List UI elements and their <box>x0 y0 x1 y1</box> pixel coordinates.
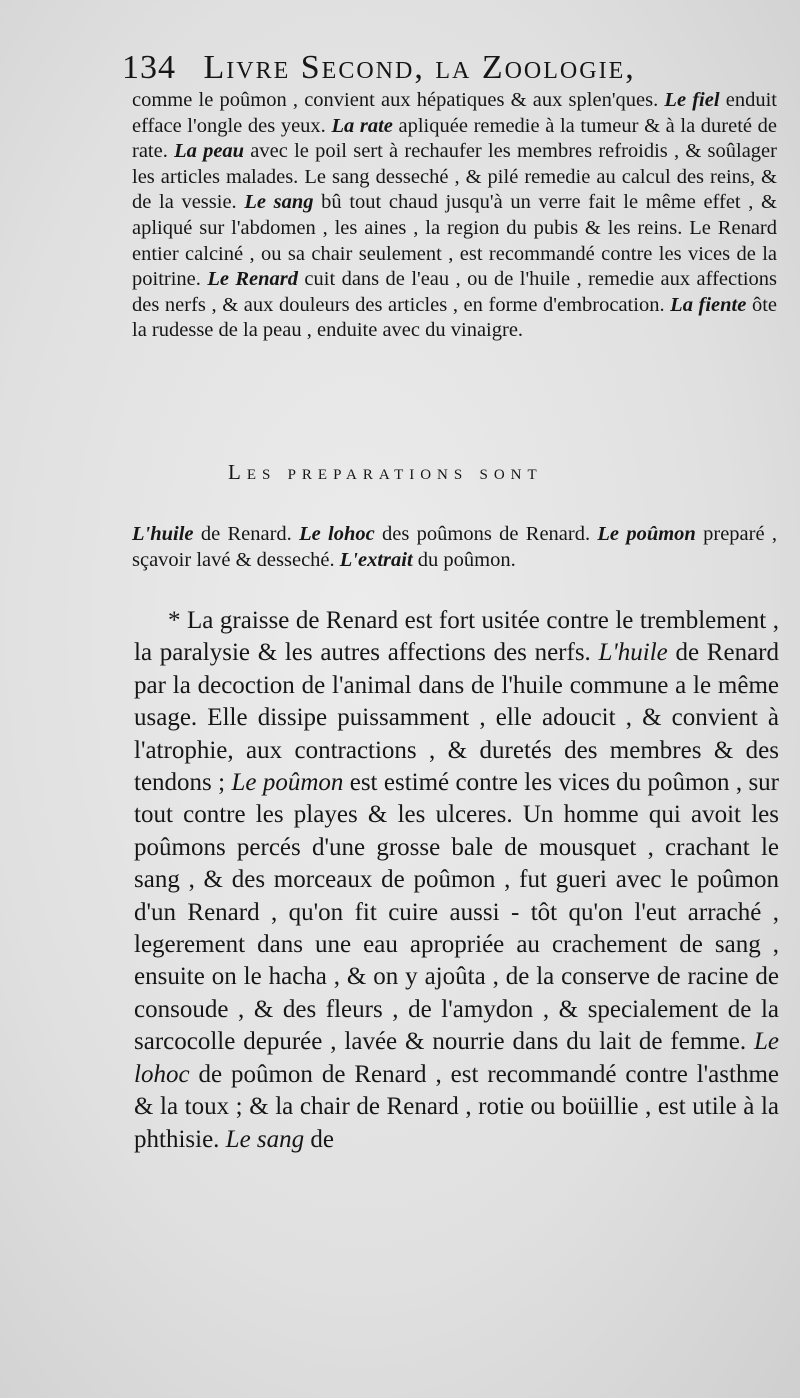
italic-term: La rate <box>331 114 393 137</box>
text-run: preparé , sçavoir lavé & desseché. <box>132 523 778 571</box>
text-run: cuit dans de l'eau , ou de l'huile , remedie aux affections des nerfs , & aux douleurs des articles , en forme d'embrocation. <box>132 268 777 316</box>
text-run: ôte la rudesse de la peau , enduite avec du vinaigre. <box>132 293 777 342</box>
text-run: apliquée remedie à la tumeur & à la dureté de rate. <box>132 114 777 163</box>
italic-term: Le Renard <box>207 268 298 291</box>
italic-term: Le lohoc <box>299 523 375 545</box>
italic-term: Le fiel <box>664 89 720 111</box>
commentary-text <box>134 605 779 1156</box>
text-run: de Renard. <box>193 523 300 545</box>
italic-term: La peau <box>174 140 245 163</box>
page-number: 134 <box>122 49 176 86</box>
commentary-paragraph <box>134 605 779 1156</box>
section-heading: Les preparations sont <box>228 460 543 484</box>
text-run: avec le poil sert à rechaufer les membres refroidis , & soûlager les articles malades. Le sang desseché , & pilé remedie au calcul des reins, & de la vessie. <box>132 140 777 214</box>
text-run: * La graisse de Renard est fort usitée contre le tremblement , la paralysie & les autres affections des nerfs. <box>134 607 779 667</box>
remedies-text <box>132 88 777 344</box>
italic-term: Le sang <box>244 191 314 214</box>
remedies-paragraph <box>132 88 777 344</box>
text-run: de <box>304 1125 335 1153</box>
text-run: du poûmon. <box>412 548 516 571</box>
running-title: Livre Second, la Zoologie, <box>203 49 636 86</box>
text-run: bû tout chaud jusqu'à un verre fait le même effet , & apliqué sur l'abdomen , les aines , la region du pubis & les reins. Le Renard entier calciné , ou sa chair seulement , est recommandé contre les vices de la poitrine. <box>132 191 778 291</box>
text-run: enduit efface l'ongle des yeux. <box>132 89 777 137</box>
preparations-text <box>132 522 777 573</box>
text-run: de Renard par la decoction de l'animal dans de l'huile commune a le même usage. Elle dissipe puissamment , elle adoucit , & convient à l'atrophie, aux contractions , & duretés des membres & des tendons ; <box>134 639 779 797</box>
italic-term: La fiente <box>670 293 747 316</box>
text-run: de poûmon de Renard , est recommandé contre l'asthme & la toux ; & la chair de Renard , rotie ou boüillie , est utile à la phthisie. <box>134 1060 779 1153</box>
italic-term: Le lohoc <box>134 1028 779 1088</box>
preparations-paragraph <box>132 522 777 573</box>
italic-term: Le poûmon <box>231 769 344 797</box>
running-header <box>122 48 742 88</box>
italic-term: Le poûmon <box>597 523 696 545</box>
italic-term: L'huile <box>132 523 194 545</box>
text-run: comme le poûmon , convient aux hépatiques & aux splen'ques. <box>132 89 665 111</box>
italic-term: Le sang <box>225 1125 305 1153</box>
italic-term: L'huile <box>598 639 668 667</box>
italic-term: L'extrait <box>339 548 413 571</box>
text-run: est estimé contre les vices du poûmon , sur tout contre les playes & les ulceres. Un homme qui avoit les poûmons percés d'une grosse bale de mousquet , crachant le sang , & des morceaux de poûmon , fut gueri avec le poûmon d'un Renard , qu'on fit cuire aussi - tôt qu'on l'eut arraché , legerement dans une eau apropriée au crachement de sang , ensuite on le hacha , & on y ajoûta , de la conserve de racine de consoude , & des fleurs , de l'amydon , & specialement de la sarcocolle depurée , lavée & nourrie dans du lait de femme. <box>134 769 780 1056</box>
text-run: des poûmons de Renard. <box>374 523 598 545</box>
